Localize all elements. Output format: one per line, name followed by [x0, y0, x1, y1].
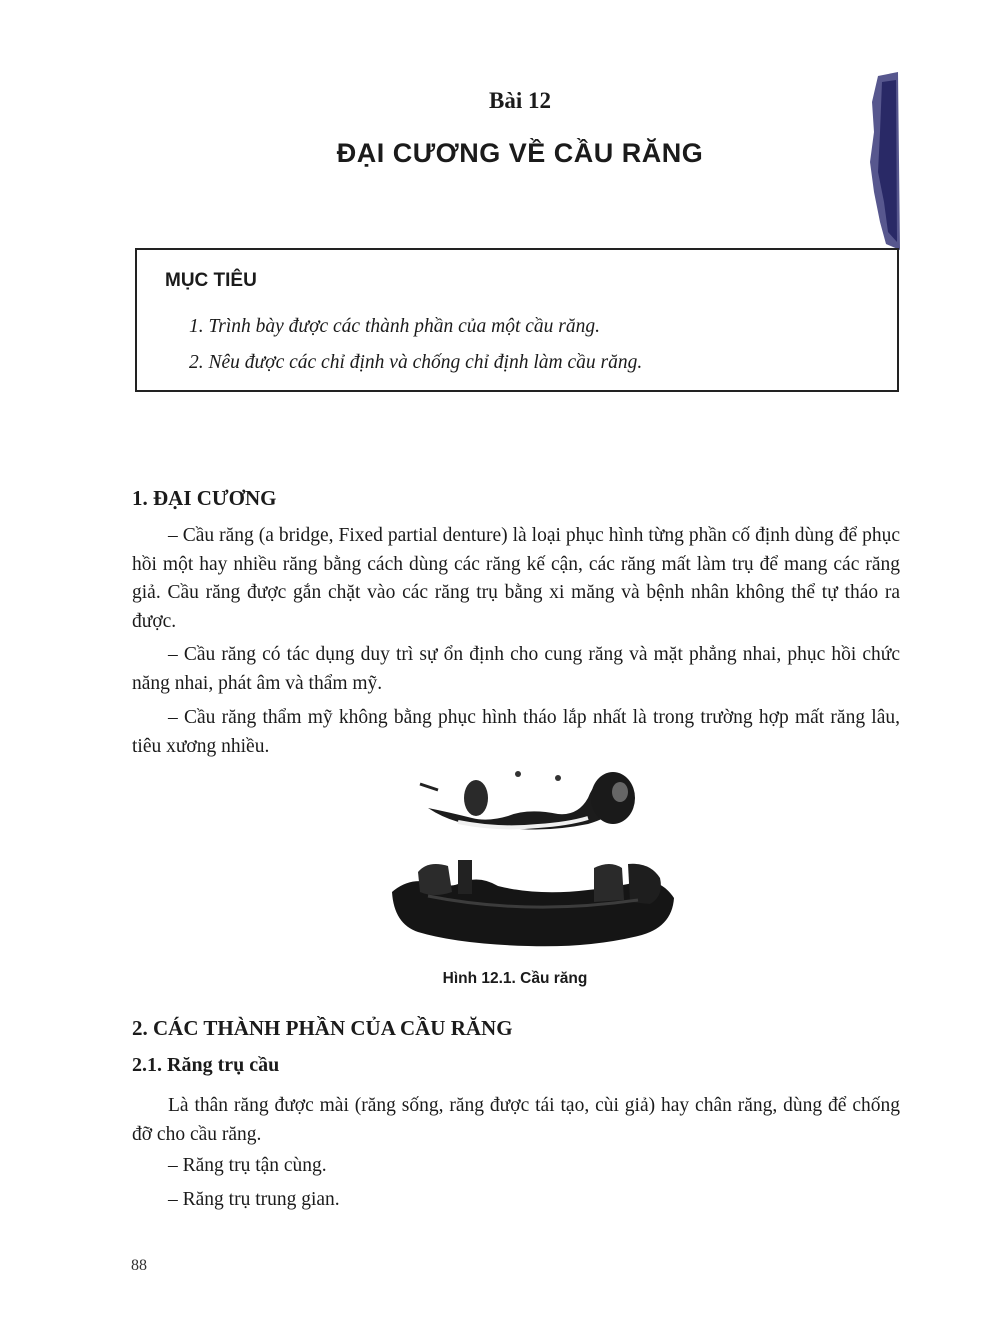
objective-item: 2. Nêu được các chỉ định và chống chỉ định làm cầu răng.	[189, 352, 643, 373]
chapter-title: ĐẠI CƯƠNG VỀ CẦU RĂNG	[336, 138, 704, 168]
body-paragraph	[132, 641, 900, 698]
paragraph-text: – Cầu răng (a bridge, Fixed partial denture) là loại phục hình từng phần cố định dùng để phục hồi một hay nhiều răng bằng cách dùng các răng kế cận, các răng mất làm trụ để mang các răng giả. Cầu răng được gắn chặt vào các răng trụ bằng xi măng và bệnh nhân không thể tự tháo ra được.	[132, 525, 900, 632]
objectives-heading: MỤC TIÊU	[165, 270, 257, 291]
paragraph-text: – Cầu răng thẩm mỹ không bằng phục hình tháo lắp nhất là trong trường hợp mất răng lâu, tiêu xương nhiều.	[132, 707, 900, 757]
list-item: – Răng trụ trung gian.	[168, 1189, 340, 1210]
list-item: – Răng trụ tận cùng.	[168, 1155, 327, 1176]
body-paragraph	[132, 704, 900, 761]
subsection-heading: 2.1. Răng trụ cầu	[132, 1054, 280, 1076]
section-heading: 1. ĐẠI CƯƠNG	[132, 486, 277, 510]
body-paragraph	[132, 522, 900, 636]
section-heading: 2. CÁC THÀNH PHẦN CỦA CẦU RĂNG	[132, 1016, 513, 1040]
objective-item: 1. Trình bày được các thành phần của một cầu răng.	[189, 316, 601, 337]
objectives-box	[135, 248, 899, 392]
figure-caption: Hình 12.1. Cầu răng	[442, 970, 588, 987]
paragraph-text: – Cầu răng có tác dụng duy trì sự ổn định cho cung răng và mặt phẳng nhai, phục hồi chức năng nhai, phát âm và thẩm mỹ.	[132, 644, 900, 694]
body-paragraph	[132, 1092, 900, 1149]
paragraph-text: Là thân răng được mài (răng sống, răng được tái tạo, cùi giả) hay chân răng, dùng để chống đỡ cho cầu răng.	[132, 1095, 900, 1145]
page-number: 88	[131, 1257, 147, 1274]
lesson-number: Bài 12	[489, 88, 551, 113]
dental-bridge-figure	[388, 768, 678, 948]
